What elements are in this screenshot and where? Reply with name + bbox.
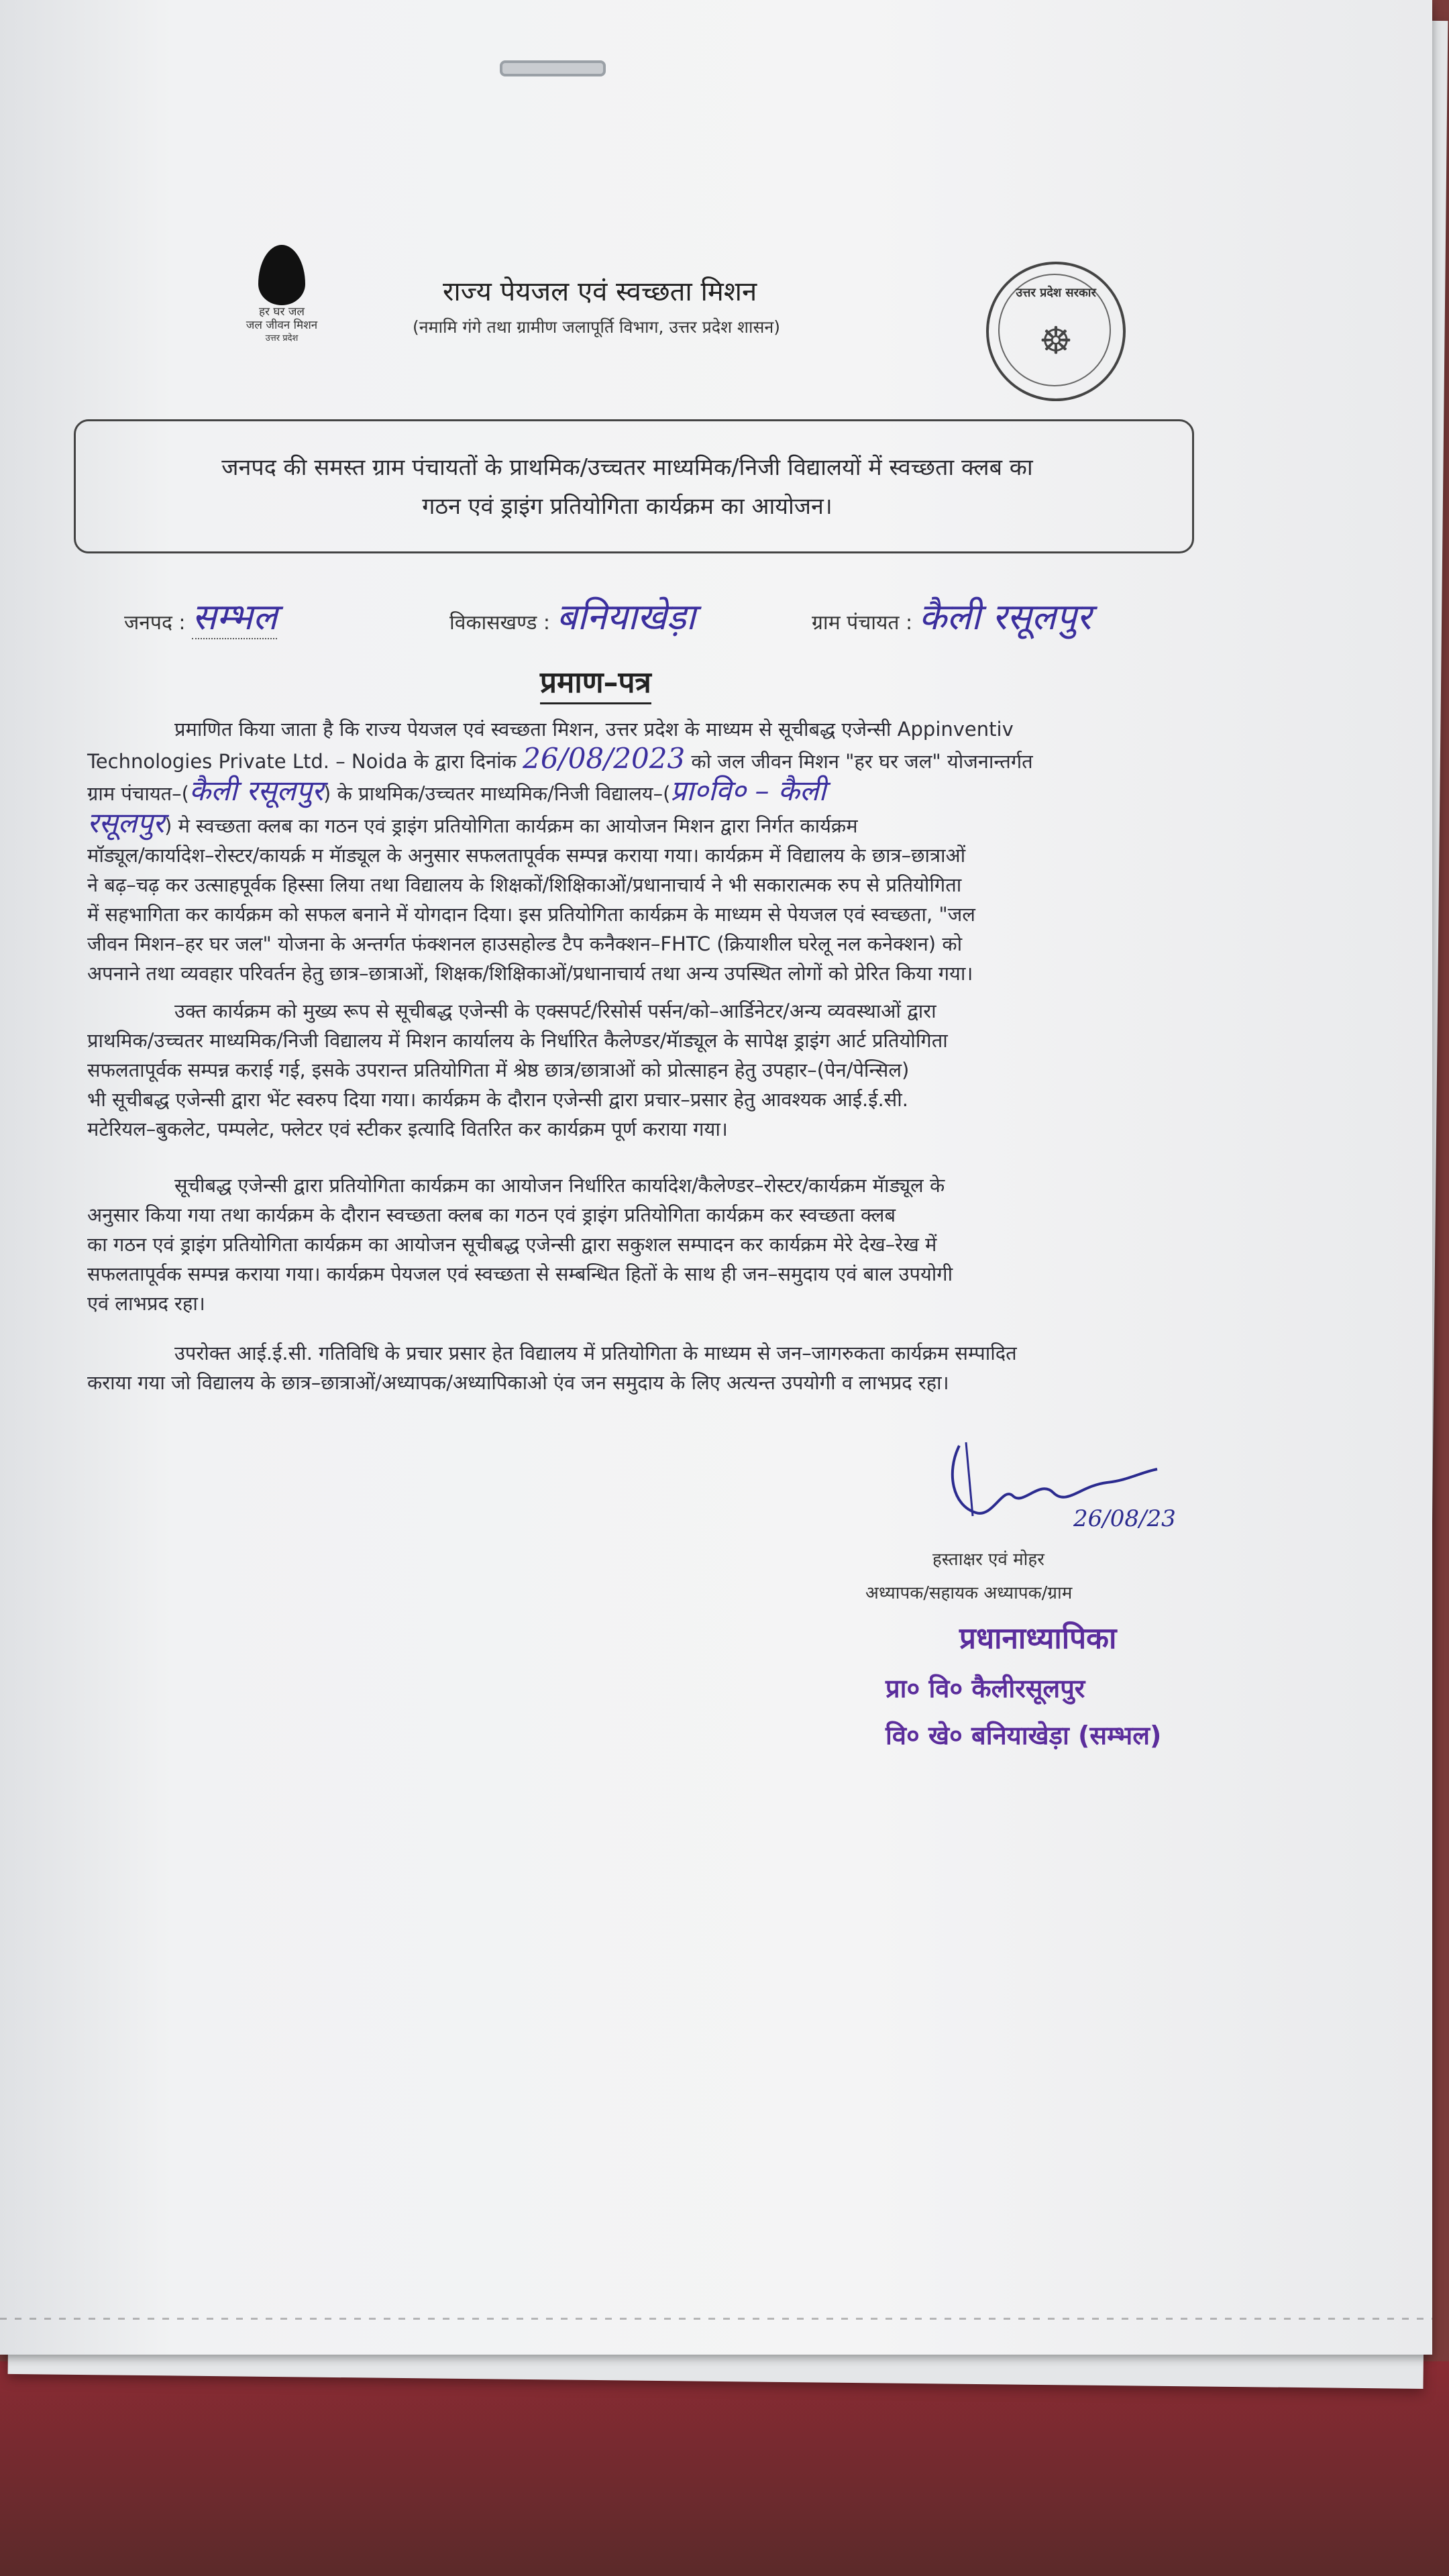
janpad-value: सम्भल: [192, 596, 278, 638]
p2-line-1: उक्त कार्यक्रम को मुख्य रूप से सूचीबद्ध एजेन्सी के एक्सपर्ट/रिसोर्स पर्सन/को–आर्डिनेटर/अन्य व्यवस्थाओं द्वारा: [174, 1000, 936, 1022]
staple: [500, 60, 606, 76]
p1-line-5: मॉड्यूल/कार्यादेश–रोस्टर/कायर्क्र म मॅाड्यूल के अनुसार सफलतापूर्वक सम्पन्न कराया गया। कार्यक्रम में विद्यालय के छात्र–छात्राओं: [87, 844, 966, 867]
gram-panchayat-value: कैली रसूलपुर: [918, 596, 1091, 638]
p3-line-3: का गठन एवं ड्राइंग प्रतियोगिता कार्यक्रम का आयोजन सूचीबद्ध एजेन्सी द्वारा सकुशल सम्पादन कर कार्यक्रम मेरे देख–रेख में: [87, 1233, 937, 1256]
p3-line-2: अनुसार किया गया तथा कार्यक्रम के दौरान स्वच्छता क्लब का गठन एवं ड्राइंग प्रतियोगिता कार्यक्रम कर स्वच्छता क्लब: [87, 1203, 896, 1226]
mission-subtitle: (नमामि गंगे तथा ग्रामीण जलापूर्ति विभाग, उत्तर प्रदेश शासन): [413, 317, 781, 337]
p2-line-2: प्राथमिक/उच्चतर माध्यमिक/निजी विद्यालय में मिशन कार्यालय के निर्धारित कैलेण्डर/मॅाड्यूल के सापेक्ष ड्राइंग आर्ट प्रतियोगिता: [87, 1029, 948, 1052]
jal-jeevan-mission-logo: [231, 245, 332, 386]
subject-line-2: गठन एवं ड्राइंग प्रतियोगिता कार्यक्रम का आयोजन।: [422, 493, 833, 520]
seal-text: उत्तर प्रदेश सरकार: [1016, 286, 1096, 300]
page-fold-line: [0, 2318, 1432, 2320]
p2-line-5: मटेरियल–बुकलेट, पम्पलेट, फ्लेटर एवं स्टीकर इत्यादि वितरित कर कार्यक्रम पूर्ण कराया गया।: [87, 1118, 728, 1140]
p1-line-3: [87, 776, 1214, 808]
p1-line-3-b: ) के प्राथमिक/उच्चतर माध्यमिक/निजी विद्यालय–(: [323, 782, 671, 805]
table-surface: [0, 2361, 1449, 2576]
vikaskhand-field: [449, 590, 696, 638]
p3-line-4: सफलतापूर्वक सम्पन्न कराया गया। कार्यक्रम पेयजल एवं स्वच्छता से सम्बन्धित हितों के साथ ही जन–समुदाय एवं बाल उपयोगी: [87, 1263, 953, 1285]
paragraph-2: [87, 996, 1214, 1144]
p1-line-4-b: ) मे स्वच्छता क्लब का गठन एवं ड्राइंग प्रतियोगिता कार्यक्रम का आयोजन मिशन द्वारा निर्गत कार्यक्रम: [164, 814, 858, 837]
school-handwritten-cont: रसूलपुर: [87, 806, 165, 839]
p2-line-4: भी सूचीबद्ध एजेन्सी द्वारा भेंट स्वरुप दिया गया। कार्यक्रम के दौरान एजेन्सी द्वारा प्रचार–प्रसार हेतु आवश्यक आई.ई.सी.: [87, 1088, 909, 1111]
subject-box: [74, 419, 1194, 553]
mission-title: राज्य पेयजल एवं स्वच्छता मिशन: [443, 276, 757, 307]
p3-line-5: एवं लाभप्रद रहा।: [87, 1292, 205, 1315]
p1-line-2: [87, 744, 1214, 776]
p2-line-3: सफलतापूर्वक सम्पन्न कराई गई, इसके उपरान्त प्रतियोगिता में श्रेष्ठ छात्र/छात्राओं को प्रोत्साहन हेतु उपहार–(पेन/पेन्सिल): [87, 1059, 910, 1081]
logo-text-2: जल जीवन मिशन: [246, 319, 318, 332]
p1-line-6: ने बढ़–चढ़ कर उत्साहपूर्वक हिस्सा लिया तथा विद्यालय के शिक्षकों/शिक्षिकाओं/प्रधानाचार्य ने भी सकारात्मक रुप से प्रतियोगिता: [87, 873, 962, 896]
signature-label: हस्ताक्षर एवं मोहर: [932, 1550, 1044, 1570]
janpad-label: जनपद :: [124, 611, 186, 635]
paragraph-4: [87, 1338, 1214, 1397]
p1-line-8: जीवन मिशन–हर घर जल" योजना के अन्तर्गत फंक्शनल हाउसहोल्ड टैप कनैक्शन–FHTC (क्रियाशील घरेलू नल कनेक्शन) को: [87, 932, 963, 955]
vikaskhand-value: बनियाखेड़ा: [556, 596, 696, 638]
signature-date: 26/08/23: [1073, 1505, 1176, 1532]
gram-panchayat-label: ग्राम पंचायत :: [812, 611, 913, 635]
p1-line-7: में सहभागिता कर कार्यक्रम को सफल बनाने में योगदान दिया। इस प्रतियोगिता कार्यक्रम के माध्यम से पेयजल एवं स्वच्छता, "जल: [87, 903, 975, 926]
fish-bow-emblem-icon: ☸: [1038, 319, 1073, 363]
stamp-line-1: प्रधानाध्यापिका: [959, 1621, 1117, 1656]
stamp-line-3: वि० खे० बनियाखेड़ा (सम्भल): [885, 1721, 1162, 1750]
p4-line-2: कराया गया जो विद्यालय के छात्र–छात्राओं/अध्यापक/अध्यापिकाओ एंव जन समुदाय के लिए अत्यन्त उपयोगी व लाभप्रद रहा।: [87, 1371, 949, 1394]
gram-panchayat-handwritten: कैली रसूलपुर: [189, 774, 324, 807]
janpad-field: [124, 590, 278, 638]
handwritten-signature: [939, 1432, 1176, 1533]
p1-line-3-a: ग्राम पंचायत–(: [87, 782, 189, 805]
p1-line-1: प्रमाणित किया जाता है कि राज्य पेयजल एवं स्वच्छता मिशन, उत्तर प्रदेश के माध्यम से सूचीबद्ध एजेन्सी Appinventiv: [174, 718, 1014, 741]
p3-line-1: सूचीबद्ध एजेन्सी द्वारा प्रतियोगिता कार्यक्रम का आयोजन निर्धारित कार्यादेश/कैलेण्डर–रोस्टर/कार्यक्रम मॅाड्यूल के: [174, 1174, 945, 1197]
p1-line-4: [87, 808, 1214, 841]
vikaskhand-label: विकासखण्ड :: [449, 611, 551, 635]
paragraph-3: [87, 1171, 1214, 1318]
program-date: 26/08/2023: [523, 742, 686, 775]
gram-panchayat-field: [812, 590, 1091, 638]
water-drop-icon: [258, 245, 305, 305]
certificate-title: प्रमाण–पत्र: [540, 661, 651, 704]
p1-line-9: अपनाने तथा व्यवहार परिवर्तन हेतु छात्र–छात्राओं, शिक्षक/शिक्षिकाओं/प्रधानाचार्य तथा अन्य उपस्थित लोगों को प्रेरित किया गया।: [87, 962, 973, 985]
up-government-seal: [986, 262, 1126, 401]
p4-line-1: उपरोक्त आई.ई.सी. गतिविधि के प्रचार प्रसार हेत विद्यालय में प्रतियोगिता के माध्यम से जन–जागरुकता कार्यक्रम सम्पादित: [174, 1342, 1017, 1364]
school-handwritten: प्रा०वि० – कैली: [670, 774, 826, 807]
p1-line-2-a: Technologies Private Ltd. – Noida के द्वारा दिनांक: [87, 750, 517, 773]
subject-line-1: जनपद की समस्त ग्राम पंचायतों के प्राथमिक/उच्चतर माध्यमिक/निजी विद्यालयों में स्वच्छता क्लब का: [221, 454, 1033, 481]
logo-text-3: उत्तर प्रदेश: [265, 333, 299, 343]
p1-line-2-b: को जल जीवन मिशन "हर घर जल" योजनान्तर्गत: [691, 750, 1033, 773]
signature-role: अध्यापक/सहायक अध्यापक/ग्राम: [865, 1583, 1073, 1603]
logo-text-1: हर घर जल: [259, 305, 305, 319]
paragraph-1: [87, 714, 1214, 988]
stamp-line-2: प्रा० वि० कैलीरसूलपुर: [885, 1674, 1085, 1703]
